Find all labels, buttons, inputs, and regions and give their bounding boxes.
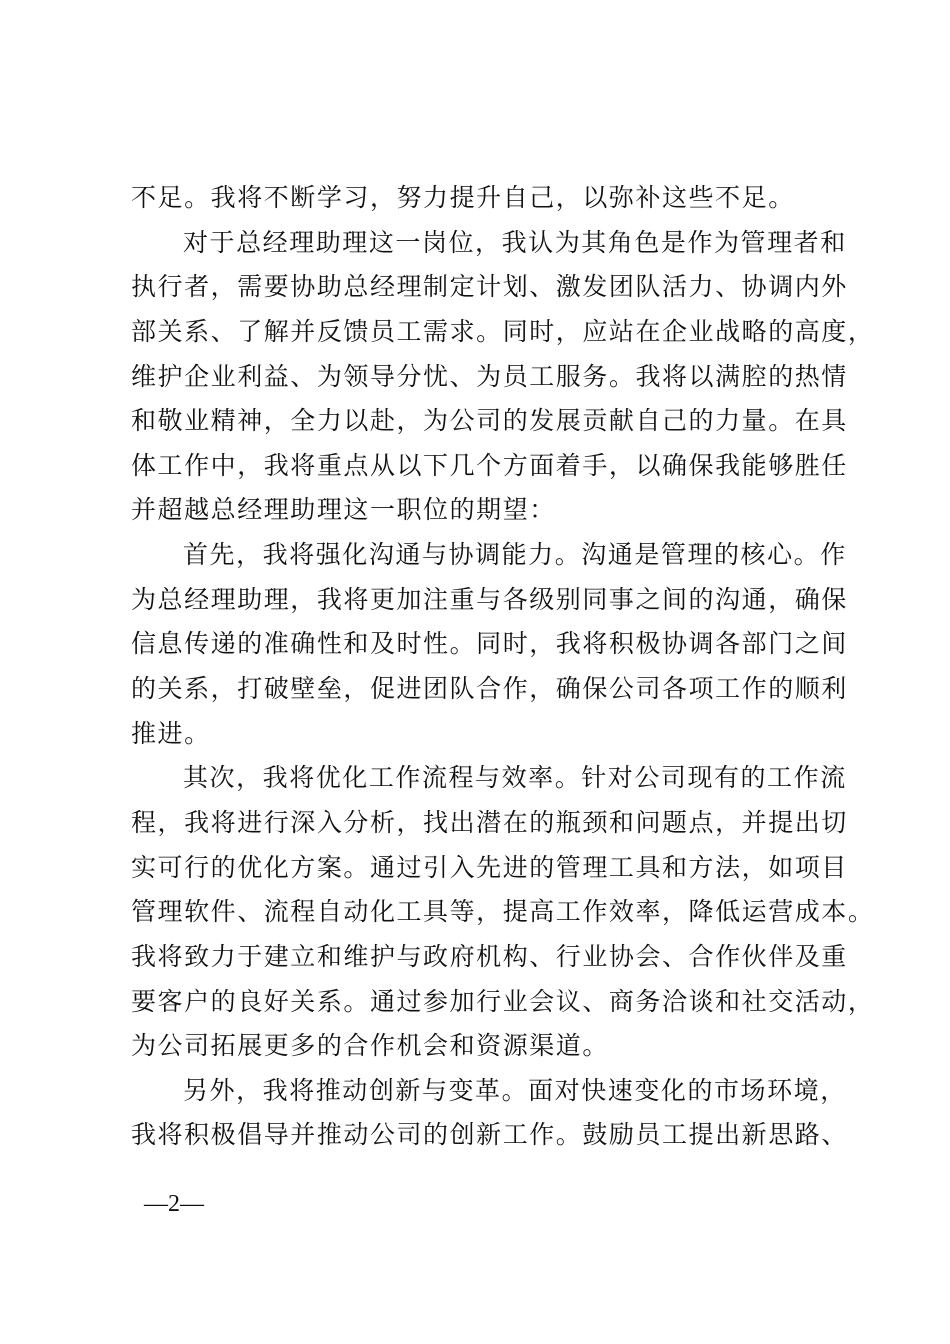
text-line: 为总经理助理，我将更加注重与各级别同事之间的沟通，确保	[131, 584, 848, 614]
text-line: 部关系、了解并反馈员工需求。同时，应站在企业战略的高度，	[131, 316, 875, 346]
text-line: 执行者，需要协助总经理制定计划、激发团队活力、协调内外	[131, 272, 848, 302]
text-line: 要客户的良好关系。通过参加行业会议、商务洽谈和社交活动，	[131, 986, 875, 1016]
text-line: 的关系，打破壁垒，促进团队合作，确保公司各项工作的顺利	[131, 674, 848, 704]
text-line: 实可行的优化方案。通过引入先进的管理工具和方法，如项目	[131, 852, 848, 882]
text-line: 程，我将进行深入分析，找出潜在的瓶颈和问题点，并提出切	[131, 807, 848, 837]
paragraph-start-line: 首先，我将强化沟通与协调能力。沟通是管理的核心。作	[183, 540, 847, 570]
text-line: 并超越总经理助理这一职位的期望：	[131, 495, 556, 525]
text-line: 推进。	[131, 718, 211, 748]
paragraph-start-line: 其次，我将优化工作流程与效率。针对公司现有的工作流	[183, 763, 847, 793]
text-line: 和敬业精神，全力以赴，为公司的发展贡献自己的力量。在具	[131, 406, 848, 436]
text-line: 管理软件、流程自动化工具等，提高工作效率，降低运营成本。	[131, 897, 875, 927]
paragraph-start-line: 另外，我将推动创新与变革。面对快速变化的市场环境，	[183, 1075, 847, 1105]
document-body	[131, 176, 875, 1158]
text-line: 我将积极倡导并推动公司的创新工作。鼓励员工提出新思路、	[131, 1120, 848, 1150]
text-line: 为公司拓展更多的合作机会和资源渠道。	[131, 1031, 609, 1061]
text-line: 体工作中，我将重点从以下几个方面着手，以确保我能够胜任	[131, 450, 848, 480]
text-line: 我将致力于建立和维护与政府机构、行业协会、合作伙伴及重	[131, 941, 848, 971]
paragraph-start-line: 对于总经理助理这一岗位，我认为其角色是作为管理者和	[183, 227, 847, 257]
page-number: —2—	[144, 1191, 204, 1217]
text-line: 信息传递的准确性和及时性。同时，我将积极协调各部门之间	[131, 629, 848, 659]
text-line: 维护企业利益、为领导分忧、为员工服务。我将以满腔的热情	[131, 361, 848, 391]
text-line: 不足。我将不断学习，努力提升自己，以弥补这些不足。	[131, 183, 795, 212]
